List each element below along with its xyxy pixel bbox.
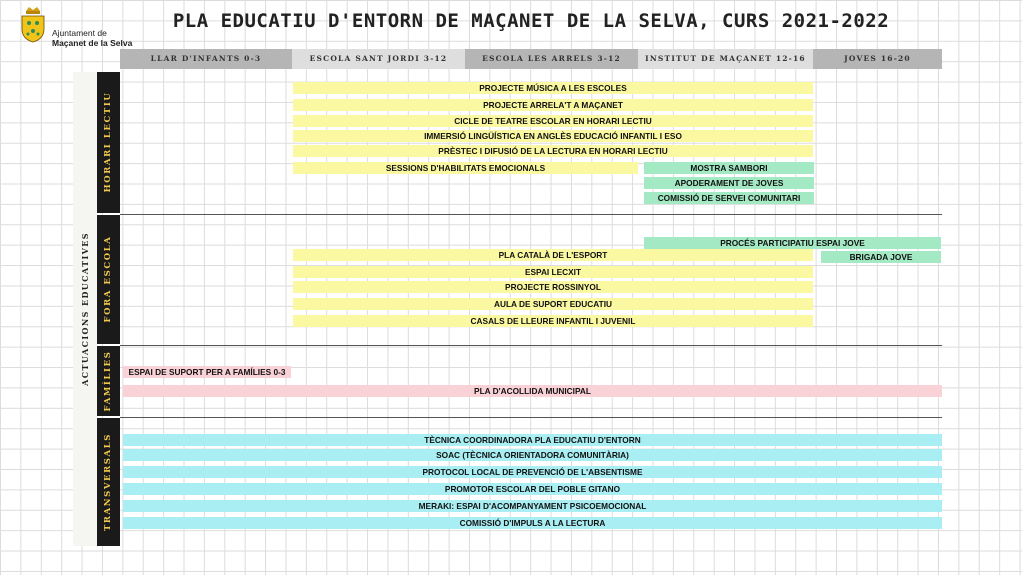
bar-soac: SOAC (TÈCNICA ORIENTADORA COMUNITÀRIA) bbox=[123, 449, 942, 461]
bar-casals-lleure: CASALS DE LLEURE INFANTIL I JUVENIL bbox=[293, 315, 813, 327]
bar-aula-suport: AULA DE SUPORT EDUCATIU bbox=[293, 298, 813, 310]
bar-prestec-lectura: PRÈSTEC I DIFUSIÓ DE LA LECTURA EN HORARI LECTIU bbox=[293, 145, 813, 157]
section-divider bbox=[120, 345, 942, 346]
bar-protocol-absentisme: PROTOCOL LOCAL DE PREVENCIÓ DE L'ABSENTISME bbox=[123, 466, 942, 478]
bar-proces-participatiu: PROCÉS PARTICIPATIU ESPAI JOVE bbox=[644, 237, 941, 249]
section-divider bbox=[120, 417, 942, 418]
column-header-arrels: ESCOLA LES ARRELS 3-12 bbox=[465, 49, 638, 69]
side-label-actuacions: ACTUACIONS EDUCATIVES bbox=[80, 232, 90, 386]
bar-comissio-impuls: COMISSIÓ D'IMPULS A LA LECTURA bbox=[123, 517, 942, 529]
coat-of-arms-icon bbox=[20, 7, 46, 43]
bar-sessions-habilitats: SESSIONS D'HABILITATS EMOCIONALS bbox=[293, 162, 638, 174]
bar-cicle-teatre: CICLE DE TEATRE ESCOLAR EN HORARI LECTIU bbox=[293, 115, 813, 127]
column-header-institut: INSTITUT DE MAÇANET 12-16 bbox=[638, 49, 813, 69]
bar-tecnica-coordinadora: TÈCNICA COORDINADORA PLA EDUCATIU D'ENTORN bbox=[123, 434, 942, 446]
bar-projecte-musica: PROJECTE MÚSICA A LES ESCOLES bbox=[293, 82, 813, 94]
section-label-fora-escola: FORA ESCOLA bbox=[103, 235, 113, 323]
bar-brigada-jove: BRIGADA JOVE bbox=[821, 251, 941, 263]
column-header-sant-jordi: ESCOLA SANT JORDI 3-12 bbox=[292, 49, 465, 69]
bar-comissio-servei: COMISSIÓ DE SERVEI COMUNITARI bbox=[644, 192, 814, 204]
bar-espai-lecxit: ESPAI LECXIT bbox=[293, 266, 813, 278]
logo-line-1: Ajuntament de bbox=[52, 28, 107, 38]
page-title: PLA EDUCATIU D'ENTORN DE MAÇANET DE LA SELVA, CURS 2021-2022 bbox=[172, 10, 890, 32]
logo-line-2: Maçanet de la Selva bbox=[52, 38, 133, 48]
column-header-joves: JOVES 16-20 bbox=[813, 49, 942, 69]
bar-projecte-arrelat: PROJECTE ARRELA'T A MAÇANET bbox=[293, 99, 813, 111]
bar-meraki: MERAKI: ESPAI D'ACOMPANYAMENT PSICOEMOCIONAL bbox=[123, 500, 942, 512]
column-header-llar: LLAR D'INFANTS 0-3 bbox=[120, 49, 292, 69]
bar-immersio-linguistica: IMMERSIÓ LINGÜÍSTICA EN ANGLÈS EDUCACIÓ INFANTIL I ESO bbox=[293, 130, 813, 142]
section-divider bbox=[120, 214, 942, 215]
bar-mostra-sambori: MOSTRA SAMBORI bbox=[644, 162, 814, 174]
bar-apoderament-joves: APODERAMENT DE JOVES bbox=[644, 177, 814, 189]
bar-projecte-rossinyol: PROJECTE ROSSINYOL bbox=[293, 281, 813, 293]
bar-pla-catala-esport: PLA CATALÀ DE L'ESPORT bbox=[293, 249, 813, 261]
bar-espai-suport-families: ESPAI DE SUPORT PER A FAMÍLIES 0-3 bbox=[123, 366, 291, 378]
section-label-transversals: TRANSVERSALS bbox=[103, 432, 113, 532]
bar-pla-acollida: PLA D'ACOLLIDA MUNICIPAL bbox=[123, 385, 942, 397]
bar-promotor-escolar: PROMOTOR ESCOLAR DEL POBLE GITANO bbox=[123, 483, 942, 495]
section-label-horari-lectiu: HORARI LECTIU bbox=[103, 91, 113, 193]
section-label-families: FAMÍLIES bbox=[103, 350, 113, 412]
